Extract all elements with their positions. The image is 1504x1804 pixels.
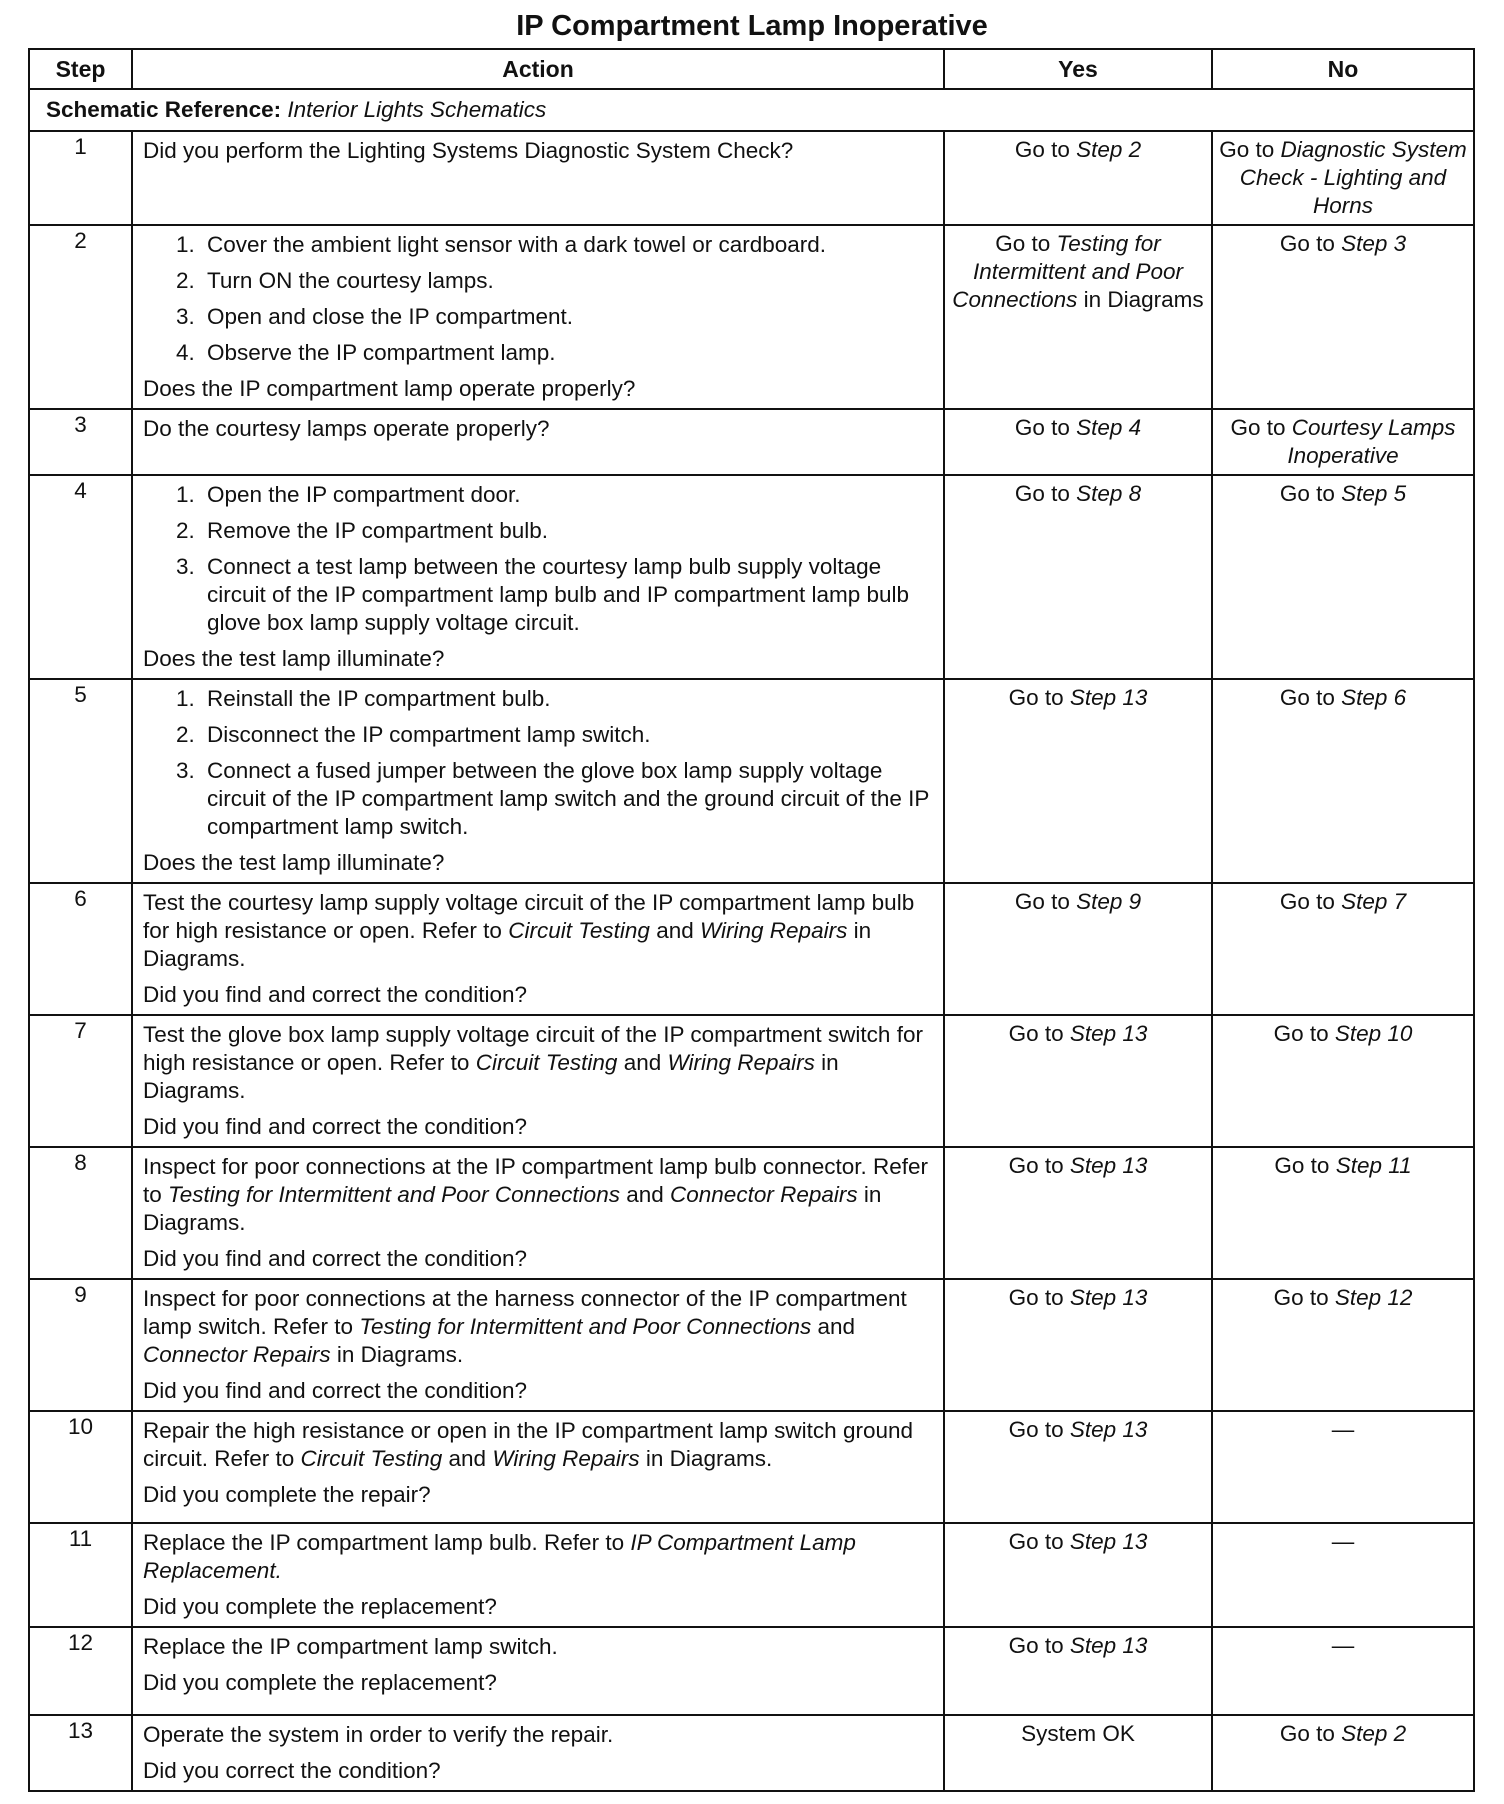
yes-link[interactable]: Step 9 xyxy=(1076,889,1142,914)
no-link[interactable]: Step 10 xyxy=(1334,1021,1413,1046)
yes-cell xyxy=(944,883,1212,1015)
table-row xyxy=(29,1627,1474,1715)
no-dash: — xyxy=(1331,1529,1355,1554)
table-row xyxy=(29,1015,1474,1147)
action-reference-link[interactable]: Connector Repairs xyxy=(670,1182,858,1207)
action-steps-list xyxy=(143,231,933,367)
table-row xyxy=(29,131,1474,225)
yes-link[interactable]: Step 13 xyxy=(1069,1285,1148,1310)
yes-prefix: Go to xyxy=(1008,1153,1070,1178)
action-text-part: in Diagrams. xyxy=(639,1446,773,1471)
action-reference-link[interactable]: Wiring Repairs xyxy=(492,1446,640,1471)
no-link[interactable]: Step 5 xyxy=(1341,481,1407,506)
action-text xyxy=(143,889,933,973)
action-text-part: and xyxy=(649,918,700,943)
schematic-row xyxy=(29,89,1474,131)
action-cell xyxy=(132,679,944,883)
no-cell xyxy=(1212,883,1474,1015)
yes-cell xyxy=(944,475,1212,679)
action-text-part: Repair the high resistance or open in the IP compartment lamp switch ground circuit. Refer to xyxy=(143,1418,913,1471)
yes-prefix: Go to xyxy=(1008,1529,1070,1554)
no-link[interactable]: Step 3 xyxy=(1341,231,1407,256)
yes-prefix: Go to xyxy=(995,231,1057,256)
yes-prefix: Go to xyxy=(1008,1417,1070,1442)
step-number: 11 xyxy=(29,1523,132,1627)
action-cell xyxy=(132,409,944,475)
no-dash: — xyxy=(1331,1633,1355,1658)
no-cell xyxy=(1212,131,1474,225)
step-number: 6 xyxy=(29,883,132,1015)
step-number: 2 xyxy=(29,225,132,409)
no-link[interactable]: Step 2 xyxy=(1341,1721,1407,1746)
yes-cell xyxy=(944,1523,1212,1627)
action-question: Do the courtesy lamps operate properly? xyxy=(143,416,550,441)
no-link[interactable]: Step 12 xyxy=(1334,1285,1413,1310)
no-prefix: Go to xyxy=(1230,415,1292,440)
action-cell xyxy=(132,1015,944,1147)
action-text-part: Test the glove box lamp supply voltage circuit of the IP compartment switch for high resistance or open. Refer to xyxy=(143,1022,923,1075)
action-reference-link[interactable]: Testing for Intermittent and Poor Connections xyxy=(359,1314,812,1339)
no-prefix: Go to xyxy=(1279,685,1342,710)
schematic-label: Schematic Reference: xyxy=(46,97,282,122)
action-cell xyxy=(132,1627,944,1715)
action-cell xyxy=(132,883,944,1015)
no-prefix: Go to xyxy=(1279,481,1342,506)
table-row xyxy=(29,225,1474,409)
yes-result: System OK xyxy=(1021,1721,1135,1746)
step-number: 5 xyxy=(29,679,132,883)
step-number: 12 xyxy=(29,1627,132,1715)
action-text-part: Test the courtesy lamp supply voltage circuit of the IP compartment lamp bulb for high resistance or open. Refer to xyxy=(143,890,915,943)
yes-prefix: Go to xyxy=(1014,889,1077,914)
diagnostic-table xyxy=(28,48,1475,1792)
no-link[interactable]: Diagnostic System Check - Lighting and Horns xyxy=(1239,137,1467,218)
yes-link[interactable]: Step 13 xyxy=(1069,1153,1148,1178)
table-row xyxy=(29,883,1474,1015)
yes-link[interactable]: Testing for Intermittent and Poor Connections xyxy=(952,231,1184,312)
yes-prefix: Go to xyxy=(1008,1285,1070,1310)
action-question: Did you correct the condition? xyxy=(143,1758,441,1783)
step-number: 7 xyxy=(29,1015,132,1147)
action-text xyxy=(143,1721,933,1749)
table-row xyxy=(29,1715,1474,1791)
action-text xyxy=(143,1529,933,1585)
action-question: Did you find and correct the condition? xyxy=(143,1114,527,1139)
table-row xyxy=(29,679,1474,883)
action-question: Did you perform the Lighting Systems Diagnostic System Check? xyxy=(143,138,794,163)
yes-cell xyxy=(944,1411,1212,1523)
action-steps-list xyxy=(143,685,933,841)
action-question: Did you find and correct the condition? xyxy=(143,982,527,1007)
yes-cell xyxy=(944,1015,1212,1147)
action-reference-link[interactable]: IP Compartment Lamp Replacement. xyxy=(143,1530,856,1583)
action-text-part: in Diagrams. xyxy=(143,1050,839,1103)
action-text-part: Replace the IP compartment lamp switch. xyxy=(143,1634,558,1659)
no-cell xyxy=(1212,1523,1474,1627)
action-step: 3. Connect a test lamp between the courtesy lamp bulb supply voltage circuit of the IP compartment lamp bulb and IP compartment lamp bulb glove box lamp supply voltage circuit. xyxy=(201,553,933,637)
action-text-part: in Diagrams. xyxy=(330,1342,464,1367)
yes-link[interactable]: Step 13 xyxy=(1069,685,1148,710)
yes-prefix: Go to xyxy=(1014,137,1077,162)
document-title: IP Compartment Lamp Inoperative xyxy=(516,10,988,42)
table-row xyxy=(29,1411,1474,1523)
action-text-part: Inspect for poor connections at the IP compartment lamp bulb connector. Refer to xyxy=(143,1154,929,1207)
yes-cell xyxy=(944,1627,1212,1715)
no-cell xyxy=(1212,409,1474,475)
action-cell xyxy=(132,1715,944,1791)
yes-cell xyxy=(944,409,1212,475)
yes-prefix: Go to xyxy=(1008,1633,1070,1658)
no-link[interactable]: Step 7 xyxy=(1341,889,1407,914)
yes-link[interactable]: Step 13 xyxy=(1069,1417,1148,1442)
no-cell xyxy=(1212,225,1474,409)
action-text-part: and xyxy=(617,1050,668,1075)
yes-cell xyxy=(944,679,1212,883)
action-cell xyxy=(132,225,944,409)
action-question: Does the test lamp illuminate? xyxy=(143,850,445,875)
no-prefix: Go to xyxy=(1279,1721,1342,1746)
action-question: Did you find and correct the condition? xyxy=(143,1378,527,1403)
action-step: 1. Open the IP compartment door. xyxy=(201,481,933,509)
table-row xyxy=(29,409,1474,475)
action-question: Did you find and correct the condition? xyxy=(143,1246,527,1271)
no-dash: — xyxy=(1331,1417,1355,1442)
no-link[interactable]: Courtesy Lamps Inoperative xyxy=(1287,415,1456,468)
action-cell xyxy=(132,1279,944,1411)
step-number: 13 xyxy=(29,1715,132,1791)
yes-prefix: Go to xyxy=(1008,1021,1070,1046)
action-text-part: Operate the system in order to verify the repair. xyxy=(143,1722,614,1747)
action-reference-link[interactable]: Wiring Repairs xyxy=(667,1050,815,1075)
action-step: 1. Reinstall the IP compartment bulb. xyxy=(201,685,933,713)
action-reference-link[interactable]: Testing for Intermittent and Poor Connections xyxy=(168,1182,620,1207)
yes-prefix: Go to xyxy=(1014,481,1077,506)
no-cell xyxy=(1212,1627,1474,1715)
action-text-part: and xyxy=(619,1182,671,1207)
no-cell xyxy=(1212,1015,1474,1147)
table-row xyxy=(29,1523,1474,1627)
action-step: 2. Turn ON the courtesy lamps. xyxy=(201,267,933,295)
no-prefix: Go to xyxy=(1219,137,1281,162)
step-number: 10 xyxy=(29,1411,132,1523)
no-link[interactable]: Step 11 xyxy=(1335,1153,1412,1178)
action-cell xyxy=(132,1523,944,1627)
table-row xyxy=(29,1147,1474,1279)
action-question: Did you complete the repair? xyxy=(143,1482,431,1507)
header-action: Action xyxy=(132,49,944,89)
yes-cell xyxy=(944,1279,1212,1411)
no-prefix: Go to xyxy=(1279,231,1342,256)
yes-link[interactable]: Step 4 xyxy=(1076,415,1142,440)
action-cell xyxy=(132,475,944,679)
action-question: Did you complete the replacement? xyxy=(143,1670,497,1695)
step-number: 8 xyxy=(29,1147,132,1279)
action-text-part: Inspect for poor connections at the harness connector of the IP compartment lamp switch. Refer to xyxy=(143,1286,907,1339)
action-reference-link[interactable]: Connector Repairs xyxy=(143,1342,331,1367)
header-step: Step xyxy=(29,49,132,89)
yes-cell xyxy=(944,1715,1212,1791)
no-cell xyxy=(1212,475,1474,679)
action-text xyxy=(143,1417,933,1473)
header-no: No xyxy=(1212,49,1474,89)
step-number: 1 xyxy=(29,131,132,225)
action-text xyxy=(143,1633,933,1661)
step-number: 9 xyxy=(29,1279,132,1411)
no-prefix: Go to xyxy=(1274,1153,1336,1178)
action-reference-link[interactable]: Circuit Testing xyxy=(475,1050,618,1075)
yes-suffix: in Diagrams xyxy=(1077,287,1204,312)
action-question: Does the test lamp illuminate? xyxy=(143,646,445,671)
yes-prefix: Go to xyxy=(1014,415,1077,440)
action-step: 1. Cover the ambient light sensor with a dark towel or cardboard. xyxy=(201,231,933,259)
action-text xyxy=(143,1285,933,1369)
no-cell xyxy=(1212,1279,1474,1411)
yes-link[interactable]: Step 2 xyxy=(1076,137,1142,162)
action-reference-link[interactable]: Wiring Repairs xyxy=(699,918,848,943)
action-reference-link[interactable]: Circuit Testing xyxy=(508,918,650,943)
action-text xyxy=(143,1021,933,1105)
step-number: 4 xyxy=(29,475,132,679)
no-link[interactable]: Step 6 xyxy=(1341,685,1407,710)
yes-link[interactable]: Step 8 xyxy=(1076,481,1142,506)
action-question: Does the IP compartment lamp operate properly? xyxy=(143,376,636,401)
action-text-part: Replace the IP compartment lamp bulb. Refer to xyxy=(143,1530,631,1555)
no-prefix: Go to xyxy=(1279,889,1342,914)
no-cell xyxy=(1212,1411,1474,1523)
action-steps-list xyxy=(143,481,933,637)
action-step: 2. Disconnect the IP compartment lamp switch. xyxy=(201,721,933,749)
step-number: 3 xyxy=(29,409,132,475)
yes-link[interactable]: Step 13 xyxy=(1069,1633,1148,1658)
table-row xyxy=(29,1279,1474,1411)
action-text-part: in Diagrams. xyxy=(143,1182,882,1235)
yes-cell xyxy=(944,1147,1212,1279)
action-question: Did you complete the replacement? xyxy=(143,1594,497,1619)
schematic-reference xyxy=(29,89,1474,131)
action-step: 3. Connect a fused jumper between the glove box lamp supply voltage circuit of the IP compartment lamp switch and the ground circuit of the IP compartment lamp switch. xyxy=(201,757,933,841)
yes-cell xyxy=(944,225,1212,409)
header-row xyxy=(29,49,1474,89)
yes-cell xyxy=(944,131,1212,225)
header-yes: Yes xyxy=(944,49,1212,89)
action-cell xyxy=(132,1411,944,1523)
yes-link[interactable]: Step 13 xyxy=(1069,1021,1148,1046)
action-reference-link[interactable]: Circuit Testing xyxy=(300,1446,443,1471)
action-step: 4. Observe the IP compartment lamp. xyxy=(201,339,933,367)
action-text-part: and xyxy=(442,1446,493,1471)
action-text-part: in Diagrams. xyxy=(143,918,872,971)
action-text xyxy=(143,1153,933,1237)
action-cell xyxy=(132,1147,944,1279)
yes-prefix: Go to xyxy=(1008,685,1070,710)
no-cell xyxy=(1212,679,1474,883)
action-text-part: and xyxy=(811,1314,856,1339)
no-prefix: Go to xyxy=(1273,1285,1335,1310)
action-step: 2. Remove the IP compartment bulb. xyxy=(201,517,933,545)
schematic-link[interactable]: Interior Lights Schematics xyxy=(287,97,547,122)
action-step: 3. Open and close the IP compartment. xyxy=(201,303,933,331)
no-cell xyxy=(1212,1147,1474,1279)
no-prefix: Go to xyxy=(1273,1021,1335,1046)
no-cell xyxy=(1212,1715,1474,1791)
table-row xyxy=(29,475,1474,679)
yes-link[interactable]: Step 13 xyxy=(1069,1529,1148,1554)
action-cell xyxy=(132,131,944,225)
